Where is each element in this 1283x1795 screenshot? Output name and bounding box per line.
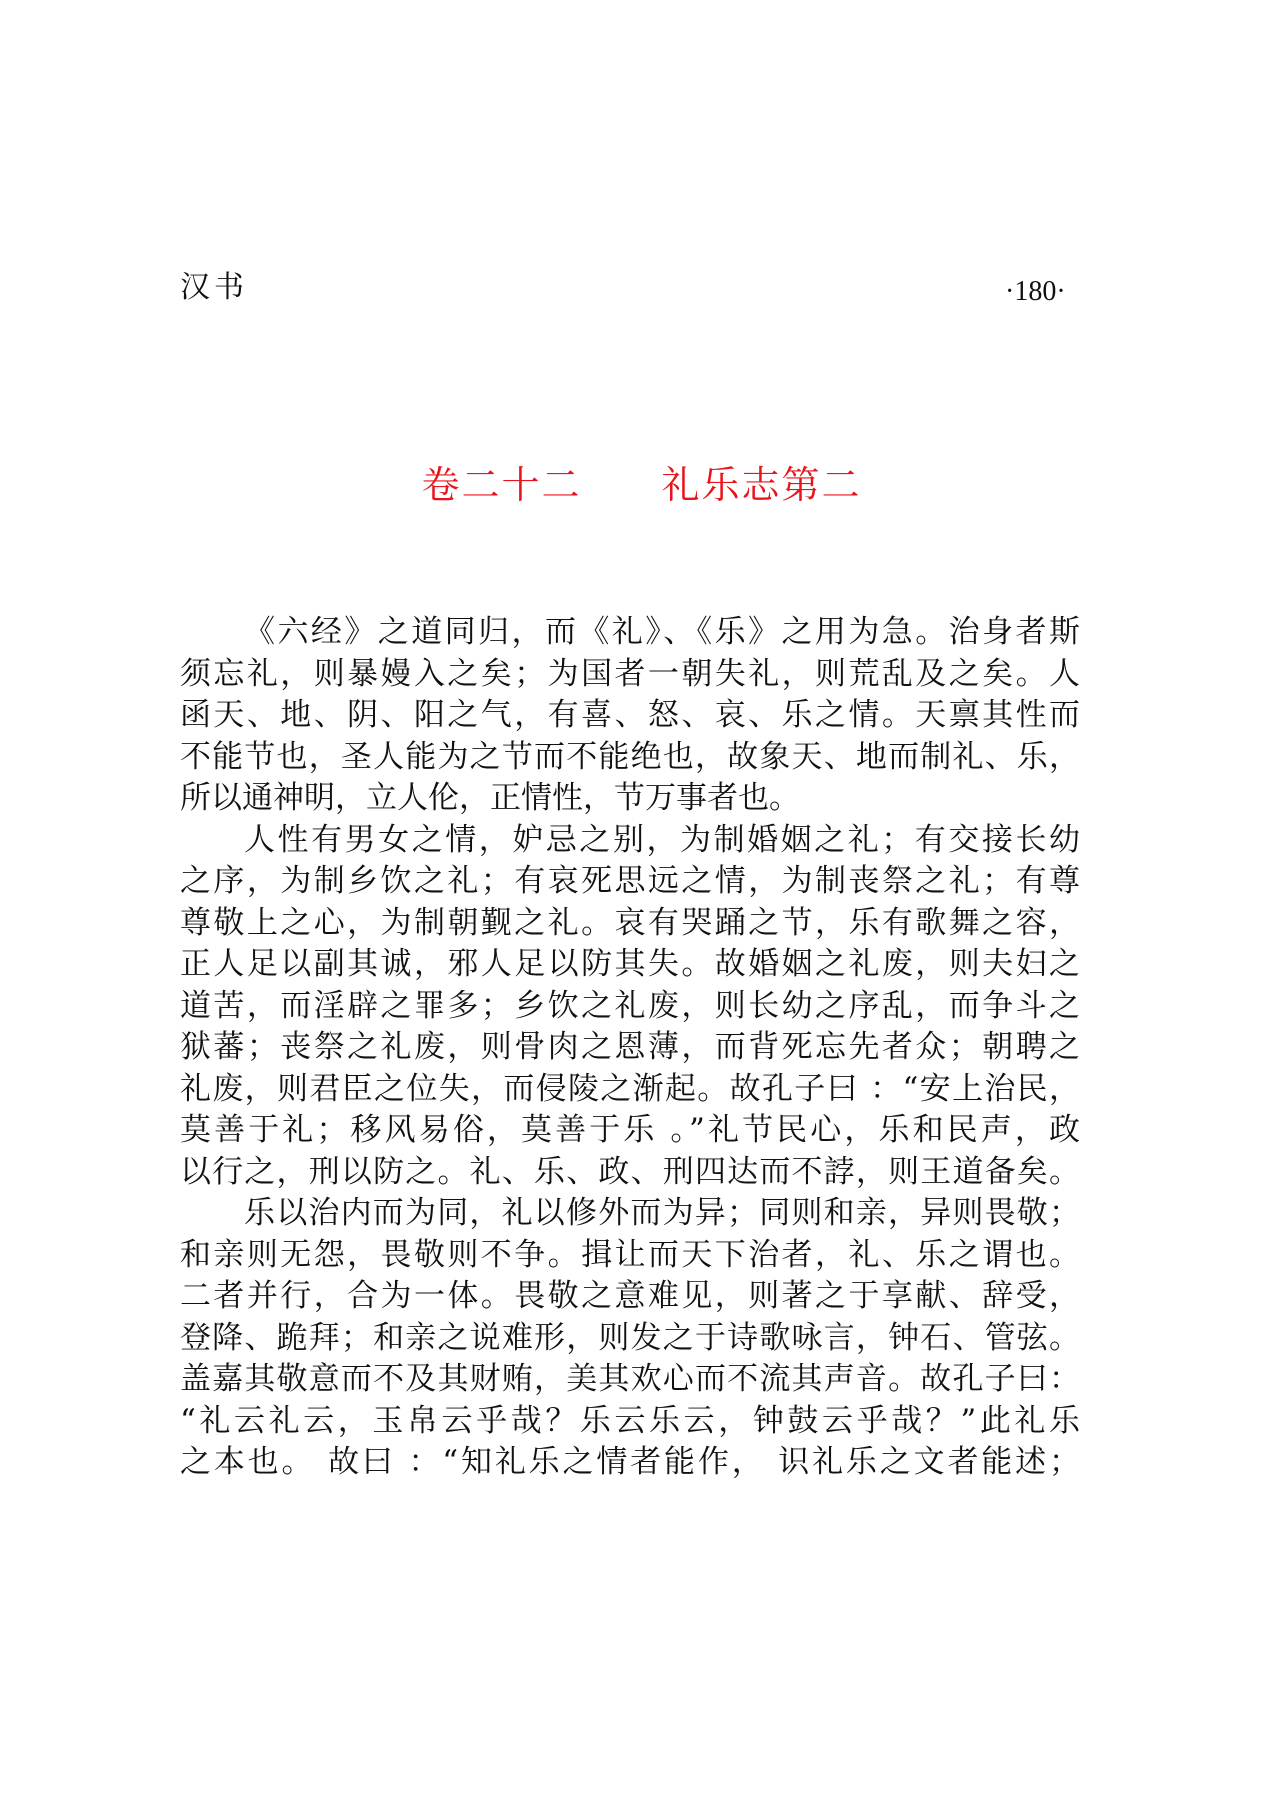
text-line: 二者并行，合为一体。畏敬之意难见，则著之于享献、辞受，: [180, 1278, 1080, 1314]
text-line: 正人足以副其诚，邪人足以防其失。故婚姻之礼废，则夫妇之: [180, 946, 1080, 982]
body-text: [180, 612, 1080, 1484]
chapter-name: 礼乐志第二: [661, 463, 862, 507]
text-line: 道苦，而淫辟之罪多；乡饮之礼废，则长幼之序乱，而争斗之: [180, 987, 1080, 1024]
text-line: 尊敬上之心，为制朝觐之礼。哀有哭踊之节，乐有歌舞之容，: [180, 904, 1080, 941]
text-line: 和亲则无怨，畏敬则不争。揖让而天下治者，礼、乐之谓也。: [180, 1236, 1080, 1273]
text-line: 以行之，刑以防之。礼、乐、政、刑四达而不誖，则王道备矣。: [180, 1153, 1080, 1190]
book-title: 汉书: [180, 270, 248, 305]
text-line: 之本也。 故曰 ：“知礼乐之情者能作， 识礼乐之文者能述；: [180, 1444, 1080, 1480]
text-line: 狱蕃；丧祭之礼废，则骨肉之恩薄，而背死忘先者众；朝聘之: [180, 1029, 1080, 1065]
text-line: 盖嘉其敬意而不及其财贿，美其欢心而不流其声音。故孔子曰：: [180, 1361, 1080, 1397]
text-line: 人性有男女之情，妒忌之别，为制婚姻之礼；有交接长幼: [244, 821, 1080, 858]
page-number: ·180·: [1005, 276, 1066, 307]
text-line: “礼云礼云，玉帛云乎哉？乐云乐云，钟鼓云乎哉？”此礼乐: [180, 1402, 1080, 1439]
text-line: 须忘礼，则暴嫚入之矣；为国者一朝失礼，则荒乱及之矣。人: [180, 655, 1080, 692]
text-line: 《六经》之道同归，而《礼》、《乐》之用为急。治身者斯: [244, 614, 1080, 650]
text-line: 函天、地、阴、阳之气，有喜、怒、哀、乐之情。天禀其性而: [180, 697, 1080, 733]
text-line: 不能节也，圣人能为之节而不能绝也，故象天、地而制礼、乐，: [180, 738, 1080, 775]
text-line: 乐以治内而为同，礼以修外而为异；同则和亲，异则畏敬；: [244, 1195, 1080, 1231]
chapter-title: [0, 460, 1283, 510]
text-line: 登降、跪拜；和亲之说难形，则发之于诗歌咏言，钟石、管弦。: [180, 1319, 1080, 1356]
text-line: 莫善于礼；移风易俗，莫善于乐 。”礼节民心，乐和民声，政: [180, 1112, 1080, 1148]
chapter-volume: 卷二十二: [421, 463, 582, 507]
text-line: 之序，为制乡饮之礼；有哀死思远之情，为制丧祭之礼；有尊: [180, 863, 1080, 899]
text-line: 所以通神明，立人伦，正情性，节万事者也。: [180, 780, 800, 816]
text-line: 礼废，则君臣之位失，而侵陵之渐起。故孔子曰 ：“安上治民，: [180, 1070, 1080, 1107]
